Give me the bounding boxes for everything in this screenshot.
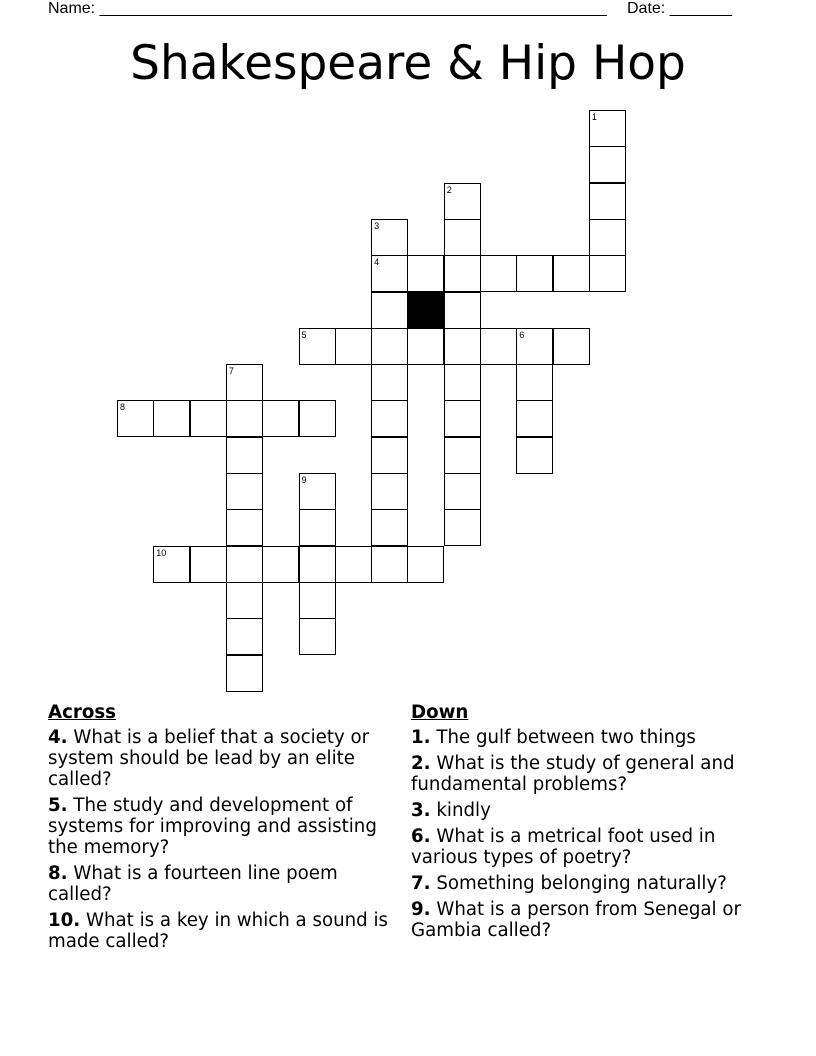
grid-cell[interactable] (407, 546, 444, 583)
clue-text: What is the study of general and fundamental problems? (411, 753, 735, 795)
grid-cell[interactable] (117, 400, 154, 437)
grid-cell[interactable] (262, 546, 299, 583)
grid-cell[interactable] (153, 546, 190, 583)
clue-text: Something belonging naturally? (430, 873, 727, 894)
grid-cell[interactable] (226, 364, 263, 401)
clue-number: 7 (228, 366, 234, 377)
clue-number: 8. (48, 863, 68, 884)
grid-cell[interactable] (516, 255, 553, 292)
grid-cell[interactable] (553, 255, 590, 292)
clue-number: 9. (411, 899, 431, 920)
clue-number: 2 (446, 184, 452, 195)
grid-cell[interactable] (444, 255, 481, 292)
clue-text: What is a person from Senegal or Gambia called? (411, 899, 741, 941)
clue-number: 10 (156, 547, 167, 558)
clue-text: What is a belief that a society or system should be lead by an elite called? (48, 727, 370, 790)
clue-text: What is a metrical foot used in various types of poetry? (411, 826, 716, 868)
clue-number: 2. (411, 753, 431, 774)
grid-cell[interactable] (553, 328, 590, 365)
grid-cell[interactable] (407, 255, 444, 292)
grid-cell[interactable] (444, 437, 481, 474)
grid-cell[interactable] (226, 582, 263, 619)
grid-cell[interactable] (299, 328, 336, 365)
grid-cell[interactable] (190, 400, 227, 437)
grid-cell[interactable] (589, 255, 626, 292)
across-clue (48, 863, 398, 905)
grid-cell[interactable] (226, 546, 263, 583)
clue-number: 3 (374, 220, 380, 231)
clue-number: 3. (411, 800, 431, 821)
grid-cell[interactable] (335, 328, 372, 365)
across-clue (48, 910, 398, 952)
grid-cell[interactable] (371, 546, 408, 583)
grid-cell[interactable] (444, 509, 481, 546)
down-clue (411, 727, 761, 748)
clue-number: 5. (48, 795, 68, 816)
grid-cell[interactable] (516, 400, 553, 437)
clue-text: The study and development of systems for improving and assisting the memory? (48, 795, 377, 858)
clue-number: 5 (301, 329, 307, 340)
grid-cell[interactable] (299, 473, 336, 510)
clue-number: 6 (519, 329, 525, 340)
date-field-label: Date: _______ (627, 0, 732, 17)
down-clue (411, 873, 761, 894)
down-clues (411, 702, 761, 946)
across-clue-list (48, 727, 398, 952)
grid-cell[interactable] (299, 618, 336, 655)
clue-number: 9 (301, 475, 307, 485)
clue-text: What is a fourteen line poem called? (48, 863, 338, 905)
grid-cell[interactable] (371, 255, 408, 292)
grid-cell[interactable] (371, 437, 408, 474)
clue-text: What is a key in which a sound is made called? (48, 910, 389, 952)
grid-cell[interactable] (444, 364, 481, 401)
grid-cell[interactable] (371, 400, 408, 437)
grid-cell[interactable] (299, 509, 336, 546)
across-heading: Across (48, 702, 116, 723)
grid-cell[interactable] (371, 509, 408, 546)
grid-cell[interactable] (299, 400, 336, 437)
grid-cell[interactable] (190, 546, 227, 583)
grid-cell[interactable] (371, 219, 408, 256)
grid-cell[interactable] (589, 219, 626, 256)
across-clue (48, 795, 398, 858)
grid-cell[interactable] (226, 618, 263, 655)
clue-text: kindly (430, 800, 491, 821)
grid-cell[interactable] (589, 183, 626, 220)
grid-cell[interactable] (444, 400, 481, 437)
across-clue (48, 727, 398, 790)
clue-number: 1. (411, 727, 431, 748)
clue-number: 10. (48, 910, 81, 931)
grid-cell[interactable] (335, 546, 372, 583)
grid-cell[interactable] (226, 509, 263, 546)
down-clue (411, 800, 761, 821)
grid-cell[interactable] (153, 400, 190, 437)
grid-cell[interactable] (444, 219, 481, 256)
grid-cell[interactable] (371, 364, 408, 401)
grid-cell[interactable] (589, 146, 626, 183)
grid-cell[interactable] (480, 255, 517, 292)
grid-cell[interactable] (226, 400, 263, 437)
grid-cell[interactable] (262, 400, 299, 437)
down-clue (411, 899, 761, 941)
clue-number: 4 (374, 257, 380, 268)
grid-cell[interactable] (226, 473, 263, 510)
grid-cell[interactable] (444, 328, 481, 365)
grid-cell[interactable] (516, 328, 553, 365)
page-title: Shakespeare & Hip Hop (130, 36, 686, 91)
down-heading: Down (411, 702, 469, 723)
down-clue (411, 753, 761, 795)
clue-number: 6. (411, 826, 431, 847)
grid-cell[interactable] (444, 292, 481, 329)
clue-number: 4. (48, 727, 68, 748)
block-cell (407, 292, 444, 329)
name-field-label: Name: _________________________________________________________ (48, 0, 607, 17)
clue-number: 1 (591, 112, 597, 122)
grid-cell[interactable] (407, 328, 444, 365)
grid-cell[interactable] (444, 473, 481, 510)
grid-cell[interactable] (589, 110, 626, 147)
grid-cell[interactable] (226, 437, 263, 474)
grid-cell[interactable] (480, 328, 517, 365)
grid-cell[interactable] (371, 473, 408, 510)
clue-number: 8 (120, 402, 126, 413)
grid-cell[interactable] (226, 655, 263, 692)
grid-cell[interactable] (371, 292, 408, 329)
clue-number: 7. (411, 873, 431, 894)
down-clue-list (411, 727, 761, 941)
down-clue (411, 826, 761, 868)
grid-cell[interactable] (444, 183, 481, 220)
across-clues (48, 702, 398, 957)
grid-cell[interactable] (516, 364, 553, 401)
grid-cell[interactable] (371, 328, 408, 365)
clue-text: The gulf between two things (430, 727, 696, 748)
grid-cell[interactable] (516, 437, 553, 474)
grid-cell[interactable] (299, 546, 336, 583)
grid-cell[interactable] (299, 582, 336, 619)
